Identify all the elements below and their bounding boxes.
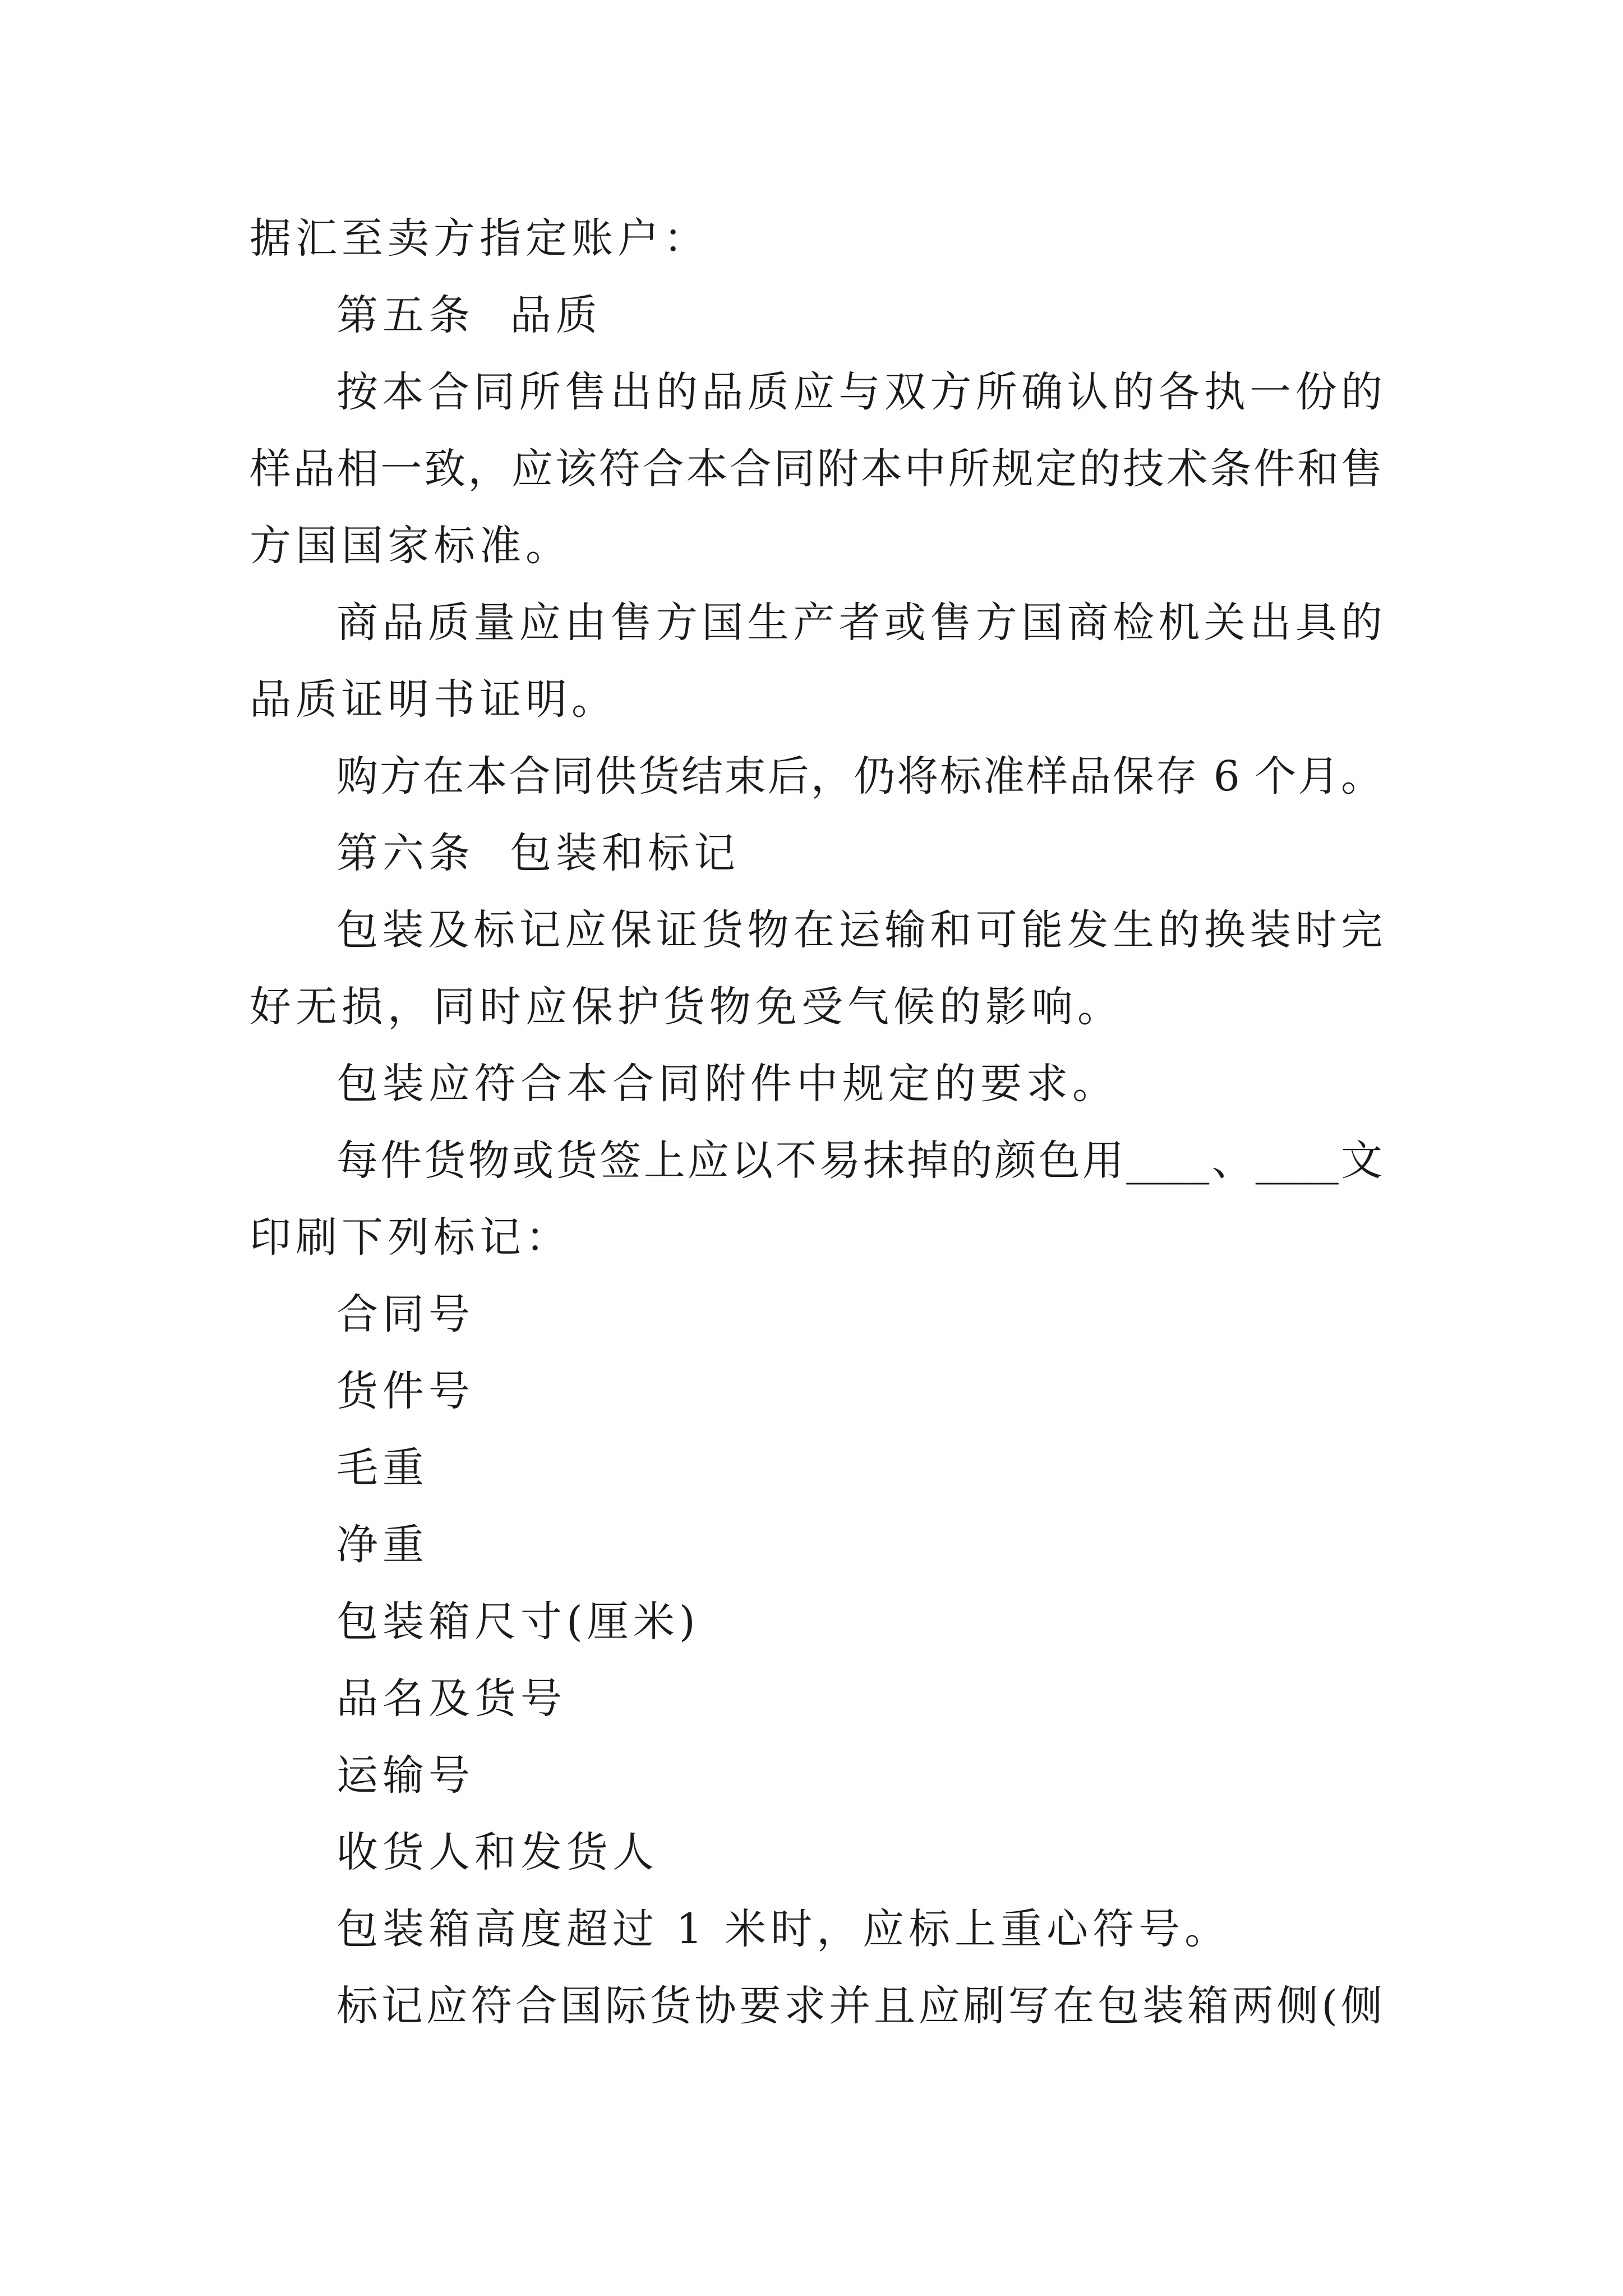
list-item-gross-weight: 毛重 (336, 1444, 428, 1492)
list-item-contract-number: 合同号 (336, 1290, 474, 1338)
heading-article-5-quality: 第五条 品质 (336, 291, 602, 339)
text-line-marking-1: 每件货物或货签上应以不易抹掉的颜色用____、____文 (336, 1137, 1382, 1185)
list-item-net-weight: 净重 (336, 1521, 428, 1569)
text-line-packing-1: 包装及标记应保证货物在运输和可能发生的换装时完 (336, 906, 1382, 954)
list-item-product-name: 品名及货号 (336, 1674, 566, 1723)
heading-article-6-packing: 第六条 包装和标记 (336, 829, 740, 877)
text-line-packing-requirements: 包装应符合本合同附件中规定的要求。 (336, 1060, 1118, 1108)
text-line-certificate-1: 商品质量应由售方国生产者或售方国商检机关出具的 (336, 599, 1382, 647)
text-line-sample-retention: 购方在本合同供货结束后，仍将标准样品保存 6 个月。 (336, 752, 1382, 800)
text-line-marking-2: 印刷下列标记： (250, 1213, 571, 1262)
list-item-package-number: 货件号 (336, 1367, 474, 1415)
text-line-quality-2: 样品相一致，应该符合本合同附本中所规定的技术条件和售 (250, 445, 1382, 493)
text-line-payment-account: 据汇至卖方指定账户： (250, 214, 709, 263)
text-line-center-of-gravity: 包装箱高度超过 1 米时，应标上重心符号。 (336, 1905, 1231, 1953)
text-line-quality-1: 按本合同所售出的品质应与双方所确认的各执一份的 (336, 368, 1382, 416)
text-line-marking-standard: 标记应符合国际货协要求并且应刷写在包装箱两侧(侧 (336, 1982, 1382, 2030)
list-item-box-dimensions: 包装箱尺寸(厘米) (336, 1598, 700, 1646)
list-item-transport-number: 运输号 (336, 1751, 474, 1800)
text-line-certificate-2: 品质证明书证明。 (250, 675, 617, 724)
list-item-consignee-consignor: 收货人和发货人 (336, 1828, 658, 1876)
text-line-quality-3: 方国国家标准。 (250, 522, 571, 570)
text-line-packing-2: 好无损，同时应保护货物免受气候的影响。 (250, 983, 1123, 1031)
